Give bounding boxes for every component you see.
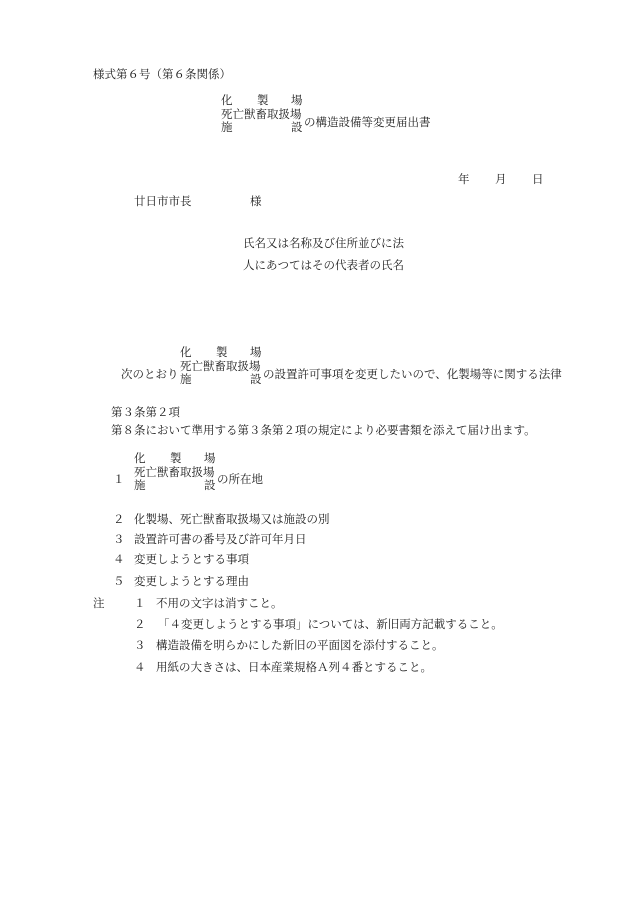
note-text: 構造設備を明らかにした新旧の平面図を添付すること。: [156, 638, 444, 652]
item-number: ４: [113, 552, 125, 566]
notes-label: 注: [93, 596, 105, 610]
item-facility-middle: 死亡獣畜取扱場: [134, 464, 215, 479]
note-number: ２: [134, 617, 146, 631]
item-1-number: １: [113, 472, 125, 486]
item-1-facility-stack: [134, 452, 215, 493]
body-prefix: 次のとおり: [121, 367, 179, 381]
item-number: ３: [113, 532, 125, 546]
item-text: 変更しようとする理由: [134, 574, 249, 588]
item-text: 設置許可書の番号及び許可年月日: [134, 532, 307, 546]
note-text: 不用の文字は消すこと。: [156, 596, 283, 610]
applicant-line-2: 人にあつてはその代表者の氏名: [243, 258, 404, 272]
item-facility-top-1: 化: [134, 451, 146, 465]
item-facility-top-3: 場: [204, 451, 216, 465]
date-day: 日: [532, 172, 544, 186]
body-line-2: 第３条第２項: [111, 405, 180, 419]
body-facility-top-2: 製: [216, 345, 228, 359]
facility-bottom-1: 施: [221, 120, 233, 134]
body-suffix: の設置許可事項を変更したいので、化製場等に関する法律: [263, 367, 562, 381]
recipient-name: 廿日市市長: [134, 194, 192, 208]
facility-top-2: 製: [257, 93, 269, 107]
facility-top-3: 場: [291, 93, 303, 107]
body-facility-bottom-2: 設: [250, 372, 262, 386]
item-1-suffix: の所在地: [217, 472, 263, 486]
note-number: １: [134, 596, 146, 610]
note-number: ３: [134, 638, 146, 652]
recipient-honorific: 様: [250, 194, 262, 208]
applicant-line-1: 氏名又は名称及び住所並びに法: [243, 236, 404, 250]
facility-middle: 死亡獣畜取扱場: [221, 106, 302, 121]
note-text: 用紙の大きさは、日本産業規格Ａ列４番とすること。: [156, 660, 432, 674]
item-text: 化製場、死亡獣畜取扱場又は施設の別: [134, 512, 330, 526]
item-facility-top-2: 製: [170, 451, 182, 465]
note-number: ４: [134, 660, 146, 674]
title-suffix: の構造設備等変更届出書: [304, 115, 431, 129]
body-facility-top-3: 場: [250, 345, 262, 359]
note-text: 「４変更しようとする事項」については、新旧両方記載すること。: [158, 617, 503, 631]
body-line-3: 第８条において準用する第３条第２項の規定により必要書類を添えて届け出ます。: [111, 423, 536, 437]
date-month: 月: [495, 172, 507, 186]
body-facility-top-1: 化: [180, 345, 192, 359]
item-number: ５: [113, 574, 125, 588]
title-facility-stack: [221, 94, 302, 135]
body-facility-middle: 死亡獣畜取扱場: [180, 358, 261, 373]
item-facility-bottom-1: 施: [134, 478, 146, 492]
item-text: 変更しようとする事項: [134, 552, 249, 566]
item-number: ２: [113, 512, 125, 526]
form-number: 様式第６号（第６条関係）: [93, 67, 231, 81]
facility-bottom-2: 設: [291, 120, 303, 134]
body-facility-stack: [180, 346, 261, 387]
item-facility-bottom-2: 設: [204, 478, 216, 492]
facility-top-1: 化: [221, 93, 233, 107]
body-facility-bottom-1: 施: [180, 372, 192, 386]
date-year: 年: [458, 172, 470, 186]
